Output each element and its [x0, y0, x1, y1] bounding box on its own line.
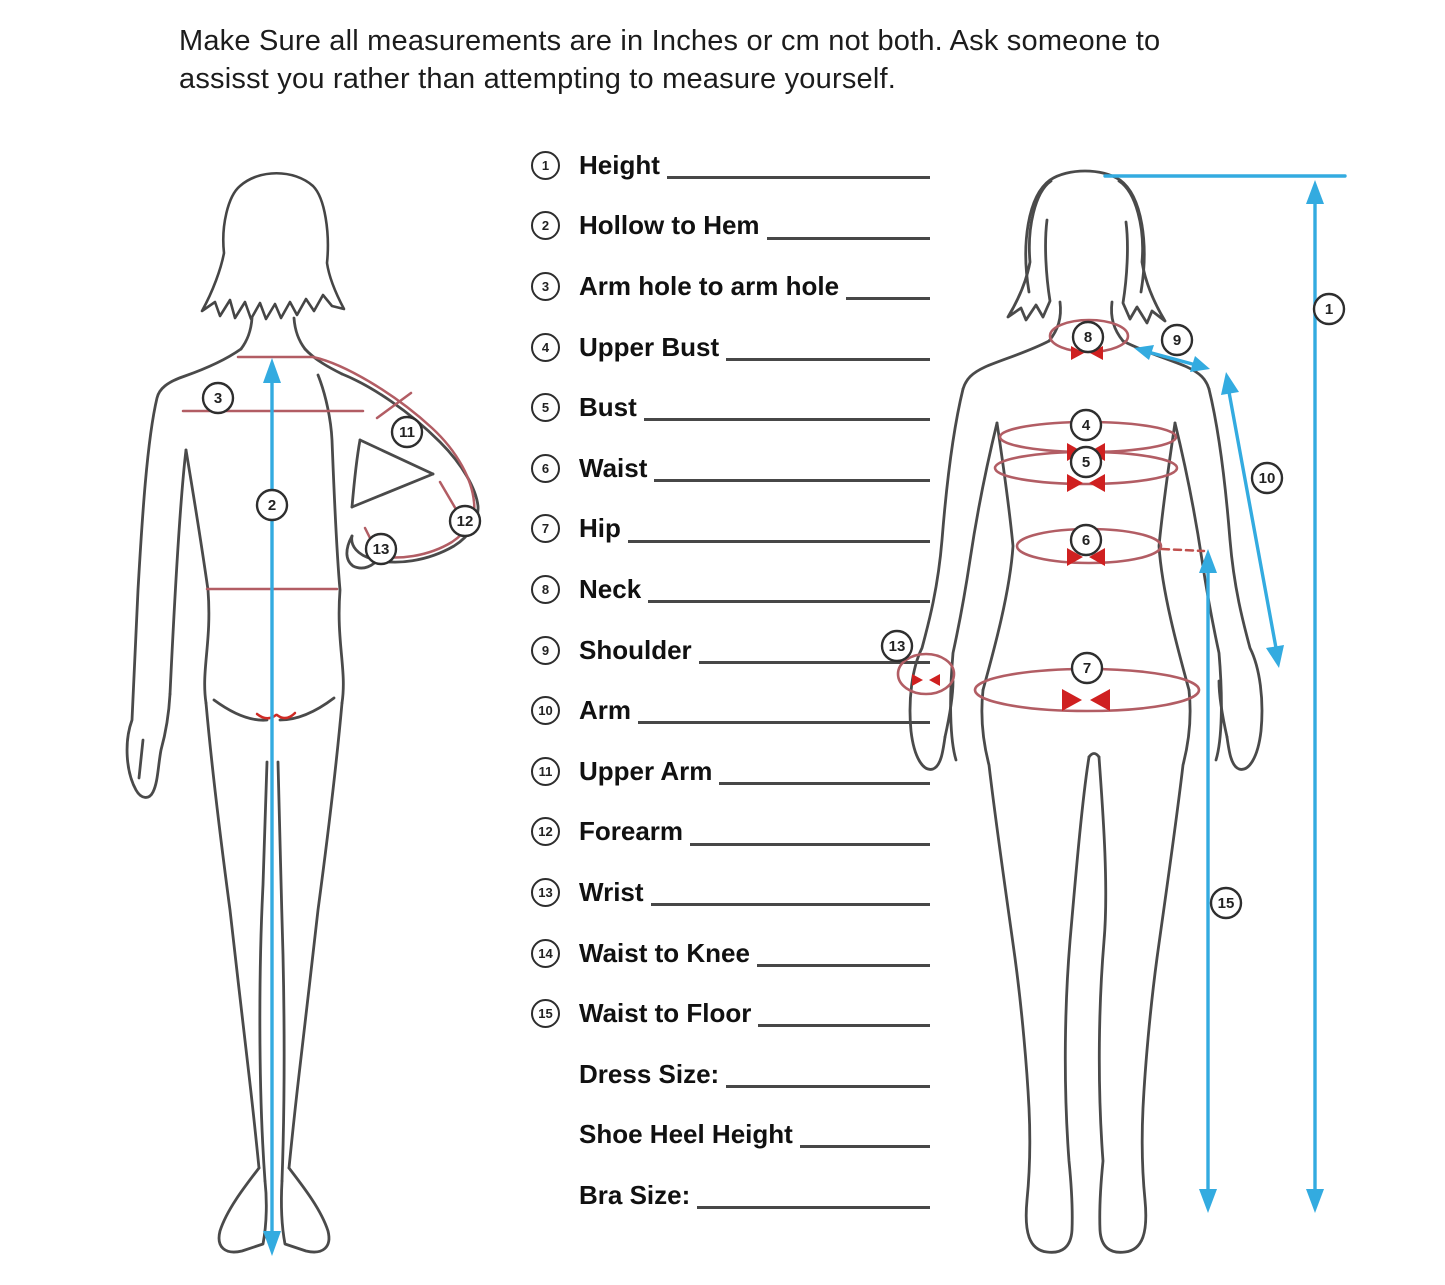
- measurement-label: Upper Arm: [579, 755, 713, 786]
- svg-text:10: 10: [1258, 470, 1276, 487]
- circled-number: 9: [531, 636, 560, 665]
- figure-marker-wrist-back: [366, 534, 396, 564]
- circled-number: 14: [531, 939, 560, 968]
- circled-number: 12: [531, 817, 560, 846]
- figure-marker-height: [1314, 294, 1344, 324]
- waist-to-floor-arrow: [1199, 549, 1217, 1213]
- svg-text:11: 11: [399, 424, 415, 441]
- hair-front-right: [1119, 181, 1165, 323]
- figure-marker-waist-to-floor: [1211, 888, 1241, 918]
- arm-arrow: [1221, 372, 1284, 668]
- svg-text:4: 4: [1081, 417, 1091, 434]
- svg-text:6: 6: [1081, 532, 1091, 549]
- measurement-label: Shoulder: [579, 634, 692, 665]
- hair-front-left: [1008, 181, 1051, 320]
- svg-text:3: 3: [213, 390, 223, 407]
- svg-text:13: 13: [888, 638, 906, 655]
- circled-number: 15: [531, 999, 560, 1028]
- hair-back: [202, 173, 344, 319]
- instructions-line-1: Make Sure all measurements are in Inches or cm not both. Ask someone to: [179, 25, 1161, 57]
- svg-text:1: 1: [1324, 301, 1334, 318]
- figure-marker-bust: [1071, 447, 1101, 477]
- figure-marker-hollow-to-hem: [257, 490, 287, 520]
- circled-number: 8: [531, 575, 560, 604]
- figure-marker-back-width: [203, 383, 233, 413]
- measurement-label: Hollow to Hem: [579, 210, 760, 241]
- svg-text:13: 13: [372, 541, 390, 558]
- front-view-figure: [882, 171, 1345, 1252]
- circled-number: 13: [531, 878, 560, 907]
- measurement-label: Height: [579, 149, 660, 180]
- circled-number: 2: [531, 211, 560, 240]
- measurement-label: Waist: [579, 452, 648, 483]
- waist-dashed-line: [1162, 549, 1204, 551]
- circled-number: 7: [531, 514, 560, 543]
- svg-text:2: 2: [267, 497, 277, 514]
- svg-text:15: 15: [1217, 895, 1235, 912]
- measurement-label: Shoe Heel Height: [579, 1119, 793, 1150]
- measurement-label: Dress Size:: [579, 1058, 720, 1089]
- measurement-label: Arm hole to arm hole: [579, 270, 840, 301]
- figure-marker-upper-arm: [392, 417, 422, 447]
- svg-text:8: 8: [1083, 329, 1093, 346]
- figure-marker-forearm: [450, 506, 480, 536]
- arrowhead-up: [263, 358, 281, 383]
- circled-number: 5: [531, 393, 560, 422]
- measurement-label: Arm: [579, 695, 632, 726]
- figure-marker-wrist-front: [882, 631, 912, 661]
- svg-text:7: 7: [1082, 660, 1092, 677]
- measurement-label: Bra Size:: [579, 1179, 691, 1210]
- figure-marker-arm: [1252, 463, 1282, 493]
- figure-marker-neck: [1073, 322, 1103, 352]
- measurement-label: Waist to Floor: [579, 998, 752, 1029]
- circled-number: 3: [531, 272, 560, 301]
- measurement-label: Wrist: [579, 876, 644, 907]
- svg-text:12: 12: [456, 513, 474, 530]
- circled-number: 6: [531, 454, 560, 483]
- wrist-ellipse: [898, 654, 954, 694]
- height-arrow: [1105, 176, 1345, 1213]
- circled-number: 4: [531, 333, 560, 362]
- measurement-label: Waist to Knee: [579, 937, 750, 968]
- figure-marker-waist: [1071, 525, 1101, 555]
- forearm-tick: [440, 482, 457, 511]
- svg-text:9: 9: [1172, 332, 1182, 349]
- figure-marker-upper-bust: [1071, 410, 1101, 440]
- figure-marker-shoulder: [1162, 325, 1192, 355]
- measurement-label: Neck: [579, 573, 642, 604]
- circled-number: 10: [531, 696, 560, 725]
- arrowhead-down: [263, 1231, 281, 1256]
- measurement-label: Hip: [579, 513, 621, 544]
- measurement-label: Forearm: [579, 816, 684, 847]
- measurement-label: Upper Bust: [579, 331, 720, 362]
- figure-marker-hip: [1072, 653, 1102, 683]
- back-view-figure: [127, 173, 480, 1256]
- circled-number: 11: [531, 757, 560, 786]
- svg-text:5: 5: [1081, 454, 1091, 471]
- circled-number: 1: [531, 151, 560, 180]
- measurement-label: Bust: [579, 392, 637, 423]
- instructions-line-2: assisst you rather than attempting to measure yourself.: [179, 63, 897, 95]
